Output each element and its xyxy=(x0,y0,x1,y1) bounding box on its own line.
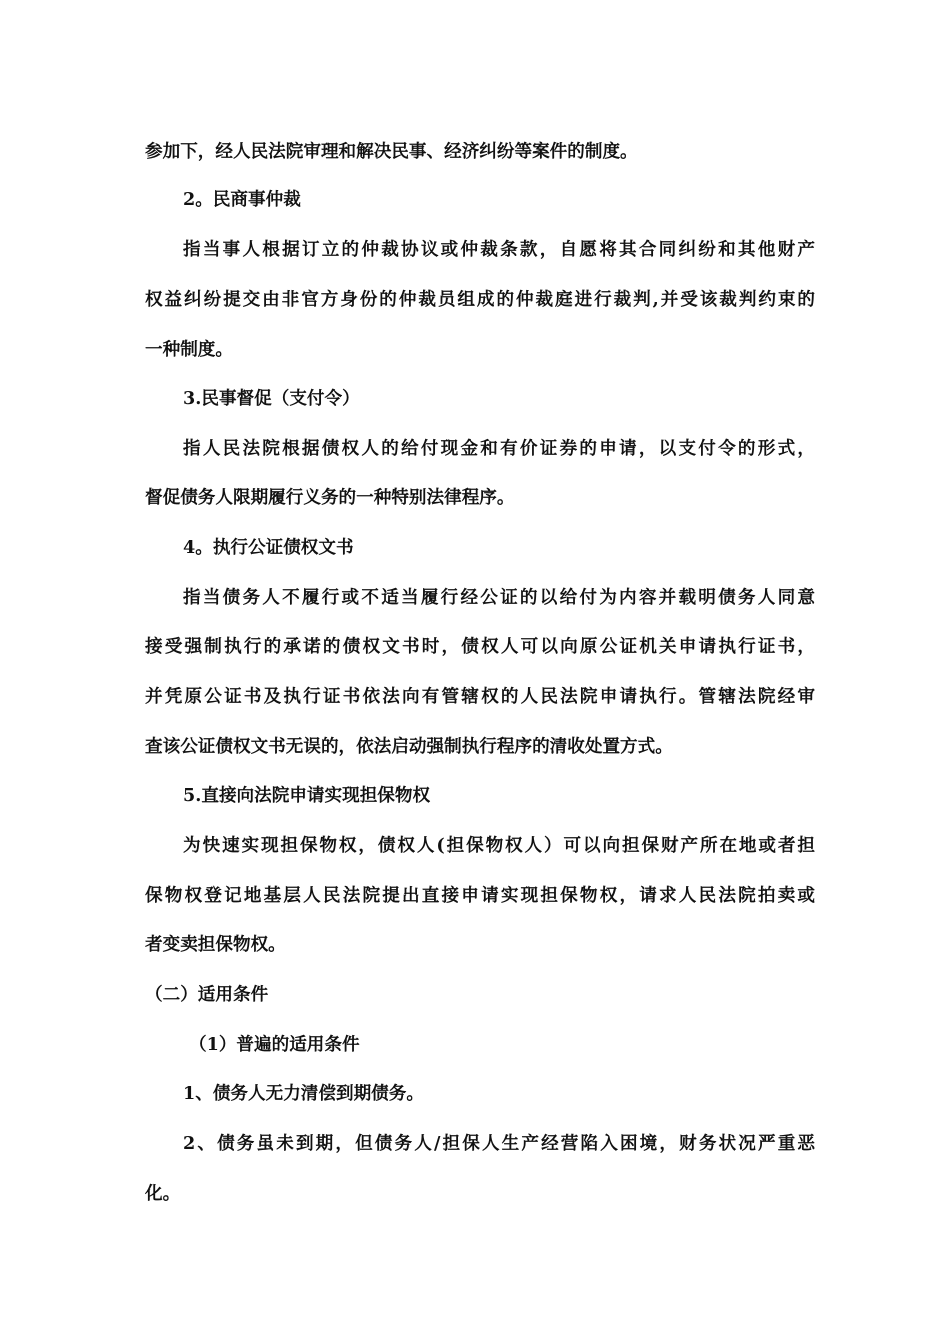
paragraph-line: 一种制度。 xyxy=(145,339,233,360)
section-heading-2: 2。民商事仲裁 xyxy=(183,189,301,210)
paragraph-line: 查该公证债权文书无误的，依法启动强制执行程序的清收处置方式。 xyxy=(145,736,673,757)
paragraph-line: 并凭原公证书及执行证书依法向有管辖权的人民法院申请执行。管辖法院经审 xyxy=(145,686,815,707)
paragraph-line: 指当债务人不履行或不适当履行经公证的以给付为内容并载明债务人同意 xyxy=(183,587,815,608)
paragraph-line: 为快速实现担保物权，债权人(担保物权人）可以向担保财产所在地或者担 xyxy=(183,835,815,856)
subsection-heading-general-conditions: （1）普遍的适用条件 xyxy=(189,1034,360,1055)
paragraph-line: 接受强制执行的承诺的债权文书时，债权人可以向原公证机关申请执行证书， xyxy=(145,636,815,657)
paragraph-line: 者变卖担保物权。 xyxy=(145,934,286,955)
section-heading-3: 3.民事督促（支付令） xyxy=(183,388,360,409)
paragraph-line: 指当事人根据订立的仲裁协议或仲裁条款，自愿将其合同纠纷和其他财产 xyxy=(183,239,815,260)
paragraph-line: 保物权登记地基层人民法院提出直接申请实现担保物权，请求人民法院拍卖或 xyxy=(145,885,815,906)
text-line-1: 参加下，经人民法院审理和解决民事、经济纠纷等案件的制度。 xyxy=(145,141,638,162)
paragraph-line: 权益纠纷提交由非官方身份的仲裁员组成的仲裁庭进行裁判,并受该裁判约束的 xyxy=(145,289,815,310)
paragraph-line: 督促债务人限期履行义务的一种特别法律程序。 xyxy=(145,487,515,508)
list-item: 1、债务人无力清偿到期债务。 xyxy=(183,1083,424,1104)
section-heading-5: 5.直接向法院申请实现担保物权 xyxy=(183,785,431,806)
section-heading-4: 4。执行公证债权文书 xyxy=(183,537,354,558)
paragraph-line: 指人民法院根据债权人的给付现金和有价证券的申请，以支付令的形式， xyxy=(183,438,815,459)
list-item-continuation: 化。 xyxy=(145,1183,181,1204)
list-item: 2、债务虽未到期，但债务人/担保人生产经营陷入困境，财务状况严重恶 xyxy=(183,1133,815,1154)
section-heading-applicable-conditions: （二）适用条件 xyxy=(145,984,269,1005)
